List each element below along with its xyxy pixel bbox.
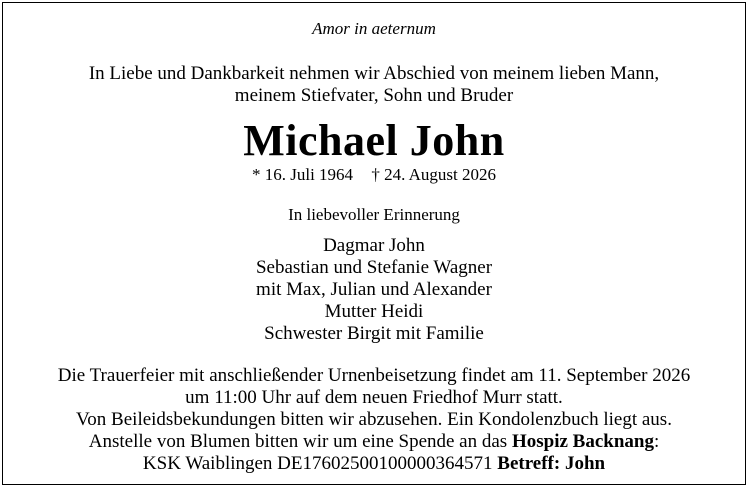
funeral-line-3: Von Beileidsbekundungen bitten wir abzusehen. Ein Kondolenzbuch liegt aus. [76, 409, 672, 430]
donation-line [3, 431, 745, 453]
funeral-info [3, 365, 745, 475]
donation-recipient: Hospiz Backnang [511, 431, 654, 452]
obituary-notice [2, 2, 746, 485]
mourner: Dagmar John [323, 235, 425, 256]
life-dates [3, 165, 745, 185]
death-date: † 24. August 2026 [371, 165, 496, 184]
funeral-line-1: Die Trauerfeier mit anschließender Urnenbeisetzung findet am 11. September 2026 [57, 365, 691, 386]
donation-colon: : [653, 431, 660, 452]
intro-line-1: In Liebe und Dankbarkeit nehmen wir Abschied von meinem lieben Mann, [88, 63, 660, 84]
mourner: Mutter Heidi [324, 301, 424, 322]
memory-line: In liebevoller Erinnerung [288, 205, 460, 224]
bank-line [3, 453, 745, 475]
intro-line-2: meinem Stiefvater, Sohn und Bruder [234, 85, 514, 106]
motto: Amor in aeternum [312, 19, 436, 38]
mourner: mit Max, Julian und Alexander [256, 279, 492, 300]
deceased-name: Michael John [243, 116, 505, 165]
birth-date: * 16. Juli 1964 [252, 165, 354, 184]
funeral-line-2: um 11:00 Uhr auf dem neuen Friedhof Murr statt. [185, 387, 563, 408]
donation-text: Anstelle von Blumen bitten wir um eine Spende an das [88, 431, 512, 452]
mourners-list [3, 235, 745, 345]
mourner: Sebastian und Stefanie Wagner [255, 257, 493, 278]
bank-account: KSK Waiblingen DE17602500100000364571 [142, 453, 498, 474]
intro-text [3, 63, 745, 107]
payment-reference: Betreff: John [497, 453, 606, 474]
mourner: Schwester Birgit mit Familie [264, 323, 484, 344]
